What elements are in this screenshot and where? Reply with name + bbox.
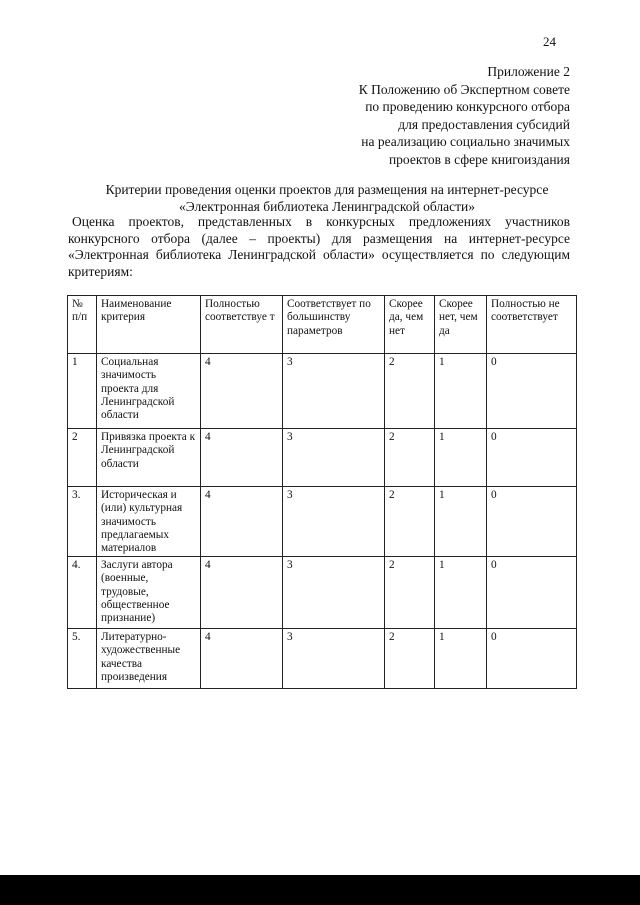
appendix-line: проектов в сфере книгоиздания bbox=[388, 151, 570, 167]
cell-score-4: 4 bbox=[201, 354, 283, 429]
table-row bbox=[68, 487, 577, 557]
header-mostly-matches: Соответствует по большинству параметров bbox=[283, 296, 385, 354]
cell-criterion: Литературно-художественные качества произведения bbox=[97, 629, 201, 689]
appendix-line: на реализацию социально значимых bbox=[361, 134, 570, 149]
header-not-matching: Полностью не соответствует bbox=[487, 296, 577, 354]
cell-score-4: 4 bbox=[201, 487, 283, 557]
header-rather-no: Скорее нет, чем да bbox=[435, 296, 487, 354]
cell-score-3: 3 bbox=[283, 557, 385, 629]
table-row bbox=[68, 557, 577, 629]
cell-criterion: Заслуги автора (военные, трудовые, общественное признание) bbox=[97, 557, 201, 629]
appendix-line: Приложение 2 bbox=[487, 64, 570, 79]
cell-score-2: 2 bbox=[385, 354, 435, 429]
cell-score-3: 3 bbox=[283, 429, 385, 487]
cell-score-2: 2 bbox=[385, 629, 435, 689]
cell-number: 1 bbox=[68, 354, 97, 429]
cell-score-2: 2 bbox=[385, 557, 435, 629]
intro-paragraph: Оценка проектов, представленных в конкурсных предложениях участников конкурсного отбора (далее – проекты) для размещения на интернет-ресурсе «Электронная библиотека Ленинградской области» осуществляется по следующим критериям: bbox=[68, 214, 570, 279]
cell-score-4: 4 bbox=[201, 429, 283, 487]
page-number: 24 bbox=[543, 34, 556, 49]
cell-criterion: Привязка проекта к Ленинградской области bbox=[97, 429, 201, 487]
cell-score-0: 0 bbox=[487, 354, 577, 429]
cell-score-3: 3 bbox=[283, 629, 385, 689]
scan-border-band bbox=[0, 875, 640, 905]
appendix-block bbox=[359, 63, 570, 168]
cell-score-1: 1 bbox=[435, 429, 487, 487]
title-line-2: «Электронная библиотека Ленинградской области» bbox=[179, 199, 475, 214]
appendix-line: для предоставления субсидий bbox=[398, 116, 570, 132]
cell-score-0: 0 bbox=[487, 629, 577, 689]
header-fully-matches: Полностью соответствуе т bbox=[201, 296, 283, 354]
table-header-row bbox=[68, 296, 577, 354]
table-row bbox=[68, 429, 577, 487]
table-row bbox=[68, 629, 577, 689]
cell-score-2: 2 bbox=[385, 429, 435, 487]
table-row bbox=[68, 354, 577, 429]
cell-score-1: 1 bbox=[435, 487, 487, 557]
cell-score-3: 3 bbox=[283, 487, 385, 557]
cell-score-1: 1 bbox=[435, 557, 487, 629]
cell-score-0: 0 bbox=[487, 429, 577, 487]
cell-score-3: 3 bbox=[283, 354, 385, 429]
cell-score-2: 2 bbox=[385, 487, 435, 557]
appendix-line: К Положению об Экспертном совете bbox=[358, 81, 570, 97]
cell-score-4: 4 bbox=[201, 629, 283, 689]
criteria-table bbox=[67, 295, 577, 689]
cell-number: 3. bbox=[68, 487, 97, 557]
header-number: № п/п bbox=[68, 296, 97, 354]
cell-score-0: 0 bbox=[487, 557, 577, 629]
title-line-1: Критерии проведения оценки проектов для размещения на интернет-ресурсе bbox=[105, 182, 549, 197]
cell-number: 5. bbox=[68, 629, 97, 689]
cell-criterion: Социальная значимость проекта для Ленинградской области bbox=[97, 354, 201, 429]
cell-score-4: 4 bbox=[201, 557, 283, 629]
document-title bbox=[60, 181, 594, 215]
cell-criterion: Историческая и (или) культурная значимость предлагаемых материалов bbox=[97, 487, 201, 557]
header-criterion: Наименование критерия bbox=[97, 296, 201, 354]
cell-score-1: 1 bbox=[435, 354, 487, 429]
header-rather-yes: Скорее да, чем нет bbox=[385, 296, 435, 354]
appendix-line: по проведению конкурсного отбора bbox=[365, 99, 570, 114]
cell-score-1: 1 bbox=[435, 629, 487, 689]
cell-number: 4. bbox=[68, 557, 97, 629]
cell-number: 2 bbox=[68, 429, 97, 487]
cell-score-0: 0 bbox=[487, 487, 577, 557]
